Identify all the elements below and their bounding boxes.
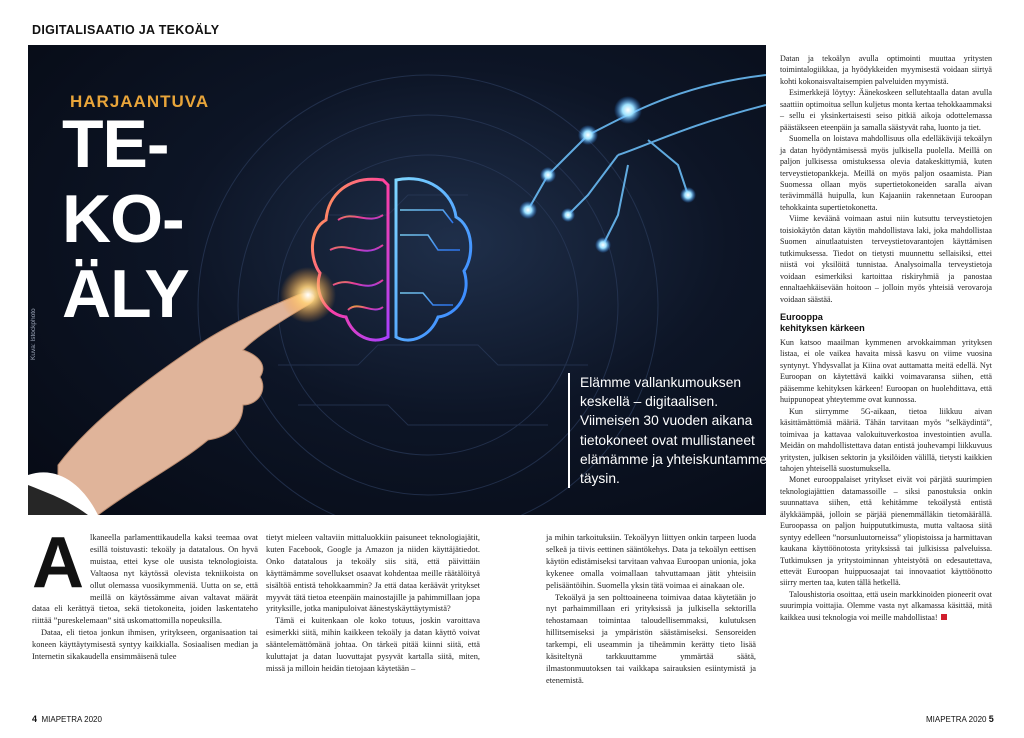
paragraph	[780, 589, 992, 623]
paragraph: Monet eurooppalaiset yritykset eivät voi pärjätä suurimpien teknologiajättien datamassoille – siksi panostuksia onkin suunnattava siihen, että kehitämme tekoälystä entistä älykkäämpää, jolloin se pärjää pienemmälläkin tietomäärällä. Euroopassa on paljon huippututkimusta, mutta valtaosa siitä syntyy edelleen ”norsunluutorneissa” yliopistoissa ja harmittavan kaukana käyttöönotosta yrityksissä tai julkisissa palveluissa. Tutkimuksen ja yritystoiminnan yhteistyötä on edesautettava, ettevät Euroopan huippuosaajat tai innovaatiot käyttöönotto siirry merten taa, kuten tällä hetkellä.	[780, 475, 992, 588]
paragraph: ja mihin tarkoituksiin. Tekoälyyn liittyen onkin tarpeen luoda selkeä ja tiivis eettinen sääntökehys. Data ja tekoälyn eettisen käytön edistämiseksi tarvitaan vahvaa Euroopan unionia, joka kykenee omalla voimallaan tahvuttamaan jätit yhteisiin pelisääntöihin. Suomella yksin tätä voimaa ei ainakaan ole.	[546, 533, 756, 590]
paragraph: Suomella on loistava mahdollisuus olla edelläkävijä tekoälyn ja datan hyödyntämisessä myös julkisella puolella. Meillä on paljon julkisessa omistuksessa olevia datakeskittymiä, kuten terveystietopankkeja. Meillä on myös paljon osaamista. Pian Suomessa ollaan myös supertietokoneiden saralla aivan terävimmällä huipulla, kun Kajaaniin rakennetaan Euroopan tehokkainta supertietokonetta.	[780, 134, 992, 212]
hero-title-line-3: ÄLY	[62, 256, 189, 332]
article-column-2	[266, 532, 480, 675]
hero-kicker: HARJAANTUVA	[70, 92, 210, 111]
closing-text: Taloushistoria osoittaa, että usein markkinoiden pioneerit ovat suurimpia voittajia. Olemme vasta nyt alkamassa käsittää, mitä kaikkea uusi teknologia voi meille mahdollistaa!	[780, 589, 992, 622]
subheading	[780, 312, 992, 335]
paragraph: tietyt mieleen valtaviin mittaluokkiin paisuneet teknologiajätit, kuten Facebook, Google ja Amazon ja niiden käyttäjätiedot. Onko datatalous ja tekoäly siis sitä, että päivittäin käyttämämme sovellukset osaavat kohdentaa meille räätälöityä sisältöä entistä tehokkaammin? Ja että dataa keräävät yritykset myyvät tätä tietoa eteenpäin mainostajille ja pahimmillaan jopa yrityksille, jotka manipuloivat äänestyskäyttäytymistä?	[266, 533, 480, 614]
paragraph: Datan ja tekoälyn avulla optimointi muuttaa yritysten toimintalogiikkaa, ja hyödykkeiden myymisestä voidaan siirtyä kohti kokonaisvaltaisempien palveluiden myymistä.	[780, 54, 992, 86]
paragraph: Viime keväänä voimaan astui niin kutsuttu terveystietojen toisiokäytön datan käytön mahdollistava laki, joka mahdollistaa Suomen ainutlaatuisten terveystietovarantojen käyttämisen tutkimuksessa. Tiedot on tietysti muunnettu sellaisiksi, ettei niistä voi yksilöitä tunnistaa. Analysoimalla terveystietoja voidaan esimerkiksi kartoittaa riskiryhmiä ja panostaa ennaltaehkäisevään hoitoon – jolloin myös yhteisiä verovaroja voidaan säästää.	[780, 214, 992, 304]
left-page-number: 4	[32, 714, 38, 724]
paragraph: Tämä ei kuitenkaan ole koko totuus, joskin varoittava esimerkki siitä, mihin kaikkeen tekoäly ja datan käyttö voivat sääntelemättömänä johtaa. On tärkeä pitää kiinni siitä, että kuluttajat ja datan luovuttajat pysyvät kartalla siitä, miten, missä ja milloin heidän tietojaan käytetään –	[266, 616, 480, 673]
paragraph: Kun katsoo maailman kymmenen arvokkaimman yrityksen listaa, ei ole vaikea havaita missä kasvu on viime vuosina syntynyt. Yhdysvallat ja Kiina ovat auttamatta meitä edellä. Nyt Euroopan on käytettävä kaikki voimavaransa siihen, että pääsemme kehityksen kärkeen! Euroopan on huolehdittava, että huippunopeat yhteytemme ovat kunnossa.	[780, 337, 992, 405]
paragraph: lkaneella parlamenttikaudella kaksi teemaa ovat esillä toistuvasti: tekoäly ja datatalous. On hyvä muistaa, ettei kyse ole uusista teknologioista. Valtaosa nyt käytössä olevista tekniikoista on ollut olemassa vuosikymmeniä. Uutta on se, että meillä on käytössämme aivan valtavat määrät dataa eli kerättyä tietoa, sekä tietokoneita, joiden laskentateho riittää ”pureskelemaan” sitä uskomattomilla nopeuksilla.	[32, 533, 258, 626]
right-page-number: 5	[988, 714, 994, 724]
section-label: DIGITALISAATIO JA TEKOÄLY	[32, 23, 220, 37]
right-publication: MIAPETRA 2020	[926, 715, 987, 724]
article-column-4	[780, 53, 992, 623]
hero-title-line-1: TE-	[62, 106, 169, 182]
paragraph: Dataa, eli tietoa jonkun ihmisen, yritykseen, organisaation tai koneen käyttäytymisestä syntyy kaikkialla. Sosiaalisen median ja Internetin sikakaudella ensimmäisenä tulee	[32, 628, 258, 662]
dropcap: A	[32, 523, 84, 603]
article-column-3	[546, 532, 756, 687]
left-publication: MIAPETRA 2020	[41, 715, 102, 724]
end-mark-icon	[941, 614, 947, 620]
hero-title-line-2: KO-	[62, 181, 184, 257]
photo-credit: Kuva: Istockphoto	[30, 308, 37, 360]
paragraph: Esimerkkejä löytyy: Äänekoskeen sellutehtaalla datan avulla saattiin optimoitua sellun kuljetus monta kertaa tehokkaammaksi – sellu ei yksinkertaisesti seiso pitkiä aikoja odottelemassa päästäkseen eteenpäin ja samalla säästyvät raha, luonto ja tiet.	[780, 88, 992, 132]
hero-lead: Elämme vallankumouksen keskellä – digitaalisen. Viimeisen 30 vuoden aikana tietokoneet ovat mullistaneet elämämme ja yhteiskuntamme täysin.	[568, 373, 770, 488]
subheading-line-1: Eurooppa	[780, 311, 823, 322]
paragraph: Tekoälyä ja sen polttoaineena toimivaa dataa käytetään jo nyt parhaimmillaan eri yrityksissä ja julkisella sektorilla tehostamaan toimintaa taloudellisemmaksi, kulutuksen hillitsemiseksi ja ympäristön säästämiseksi. Sensoreiden tarkempi, eli useammin ja tiheämmin kerätty tieto lisää käsiteltynä tarkkuuttamme ymmärtää säätä, ilmastonmuutoksen tai vaikkapa sairauksien esiintymistä ja etenemistä.	[546, 592, 756, 685]
paragraph: Kun siirrymme 5G-aikaan, tietoa liikkuu aivan käsittämättömiä määriä. Tähän tarvitaan myös ”selkäydintä”, toimivaa ja kattavaa valokuituverkostoa investointien avulla. Meidän on mahdollistettava datan entistä jouhevampi liikkuvuus yritysten, julkisen sektorin ja yksilöiden välillä, tietysti kaikkien tahojen yhteisellä suostumuksella.	[780, 406, 992, 473]
subheading-line-2: kehityksen kärkeen	[780, 323, 865, 334]
right-folio	[926, 714, 994, 724]
article-column-1	[32, 523, 258, 663]
left-folio	[32, 714, 102, 724]
